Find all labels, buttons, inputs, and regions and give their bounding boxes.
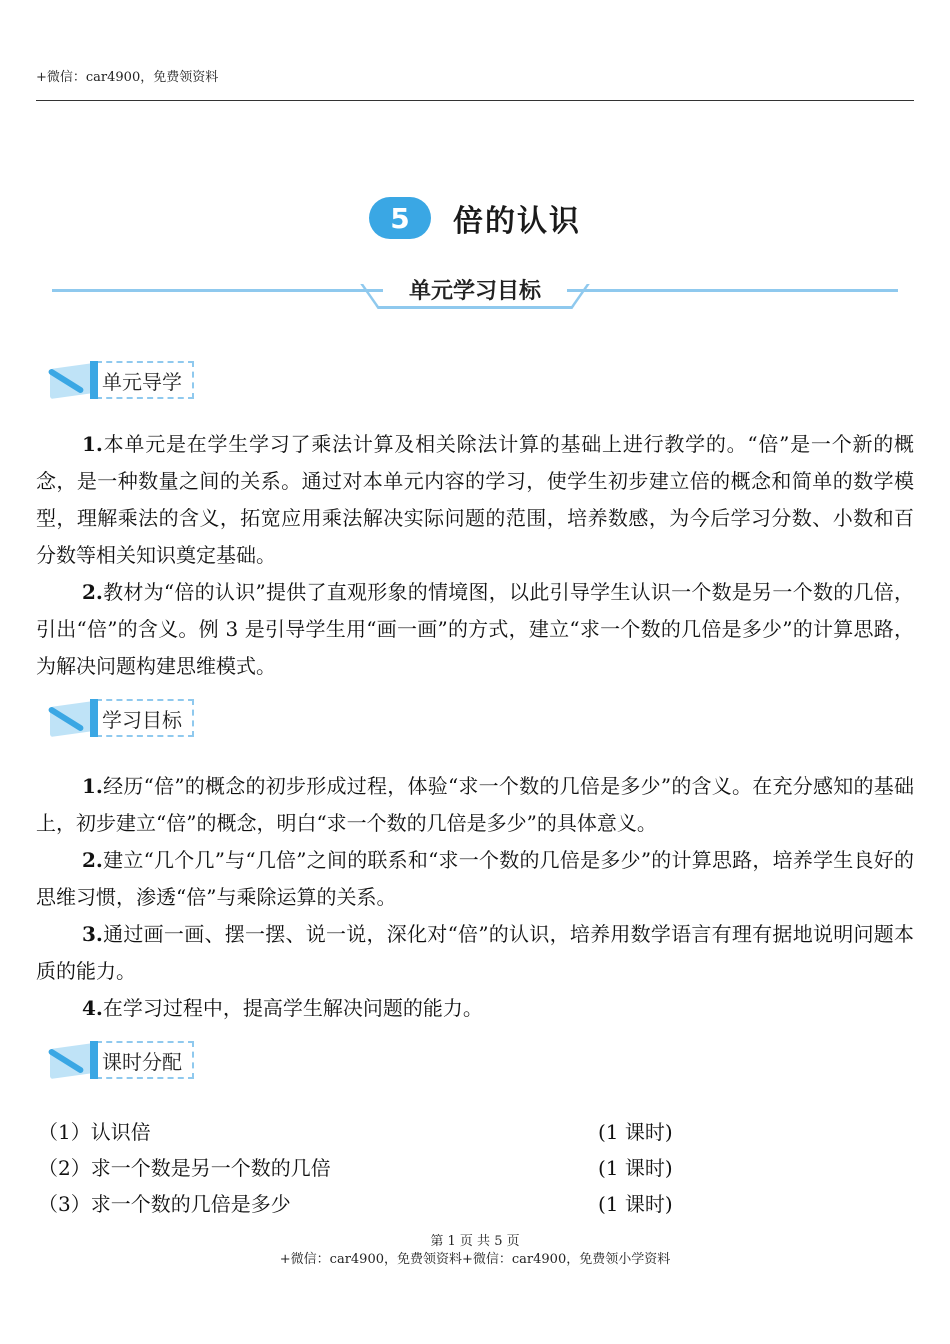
paragraph-text: 经历“倍”的概念的初步形成过程，体验“求一个数的几倍是多少”的含义。在充分感知的基础上，初步建立“倍”的概念，明白“求一个数的几倍是多少”的具体意义。: [36, 774, 914, 835]
paragraph-number: 2.: [82, 580, 103, 604]
lesson-schedule: [38, 1112, 738, 1220]
schedule-row: [38, 1148, 738, 1184]
paragraph-text: 通过画一画、摆一摆、说一说，深化对“倍”的认识，培养用数学语言有理有据地说明问题本质的能力。: [36, 922, 914, 983]
guide-paragraph-2: [36, 574, 914, 685]
unit-goals-label: 单元学习目标: [383, 272, 567, 309]
paragraph-number: 1.: [82, 432, 103, 456]
section-label-text: 单元导学: [96, 361, 194, 399]
section-label-objectives: [44, 698, 194, 738]
objective-paragraph-1: [36, 768, 914, 842]
page-number: 第 1 页 共 5 页: [430, 1234, 520, 1249]
lesson-hours: (1 课时): [598, 1155, 673, 1180]
lesson-hours: (1 课时): [598, 1191, 673, 1216]
section-label-schedule: [44, 1040, 194, 1080]
header-divider: [36, 100, 914, 101]
lesson-name: （3）求一个数的几倍是多少: [38, 1191, 291, 1216]
guide-paragraph-1: [36, 426, 914, 574]
paragraph-text: 建立“几个几”与“几倍”之间的联系和“求一个数的几倍是多少”的计算思路，培养学生良好的思维习惯，渗透“倍”与乘除运算的关系。: [36, 848, 914, 909]
objective-paragraph-3: [36, 916, 914, 990]
paragraph-number: 2.: [82, 848, 103, 872]
paragraph-text: 在学习过程中，提高学生解决问题的能力。: [102, 996, 483, 1020]
objective-paragraph-2: [36, 842, 914, 916]
unit-goals-banner: [52, 272, 898, 312]
header-note: +微信：car4900，免费领资料: [36, 70, 219, 85]
section-label-text: 课时分配: [96, 1041, 194, 1079]
schedule-row: [38, 1112, 738, 1148]
paragraph-number: 1.: [82, 774, 103, 798]
unit-title: [0, 196, 950, 240]
lesson-hours: (1 课时): [598, 1119, 673, 1144]
paragraph-text: 教材为“倍的认识”提供了直观形象的情境图，以此引导学生认识一个数是另一个数的几倍，引出“倍”的含义。例 3 是引导学生用“画一画”的方式，建立“求一个数的几倍是多少”的计算思路，为解决问题构建思维模式。: [36, 580, 914, 678]
paragraph-number: 3.: [82, 922, 103, 946]
footer-note: +微信：car4900，免费领资料+微信：car4900，免费领小学资料: [279, 1252, 671, 1267]
section-label-guide: [44, 360, 194, 400]
unit-number-badge: 5: [369, 197, 431, 239]
paragraph-text: 本单元是在学生学习了乘法计算及相关除法计算的基础上进行教学的。“倍”是一个新的概念，是一种数量之间的关系。通过对本单元内容的学习，使学生初步建立倍的概念和简单的数学模型，理解乘法的含义，拓宽应用乘法解决实际问题的范围，培养数感，为今后学习分数、小数和百分数等相关知识奠定基础。: [36, 432, 914, 567]
schedule-row: [38, 1184, 738, 1220]
lesson-name: （2）求一个数是另一个数的几倍: [38, 1155, 331, 1180]
objective-paragraph-4: [36, 990, 914, 1027]
section-label-text: 学习目标: [96, 699, 194, 737]
unit-name: 倍的认识: [453, 204, 581, 239]
lesson-name: （1）认识倍: [38, 1119, 151, 1144]
paragraph-number: 4.: [82, 996, 103, 1020]
